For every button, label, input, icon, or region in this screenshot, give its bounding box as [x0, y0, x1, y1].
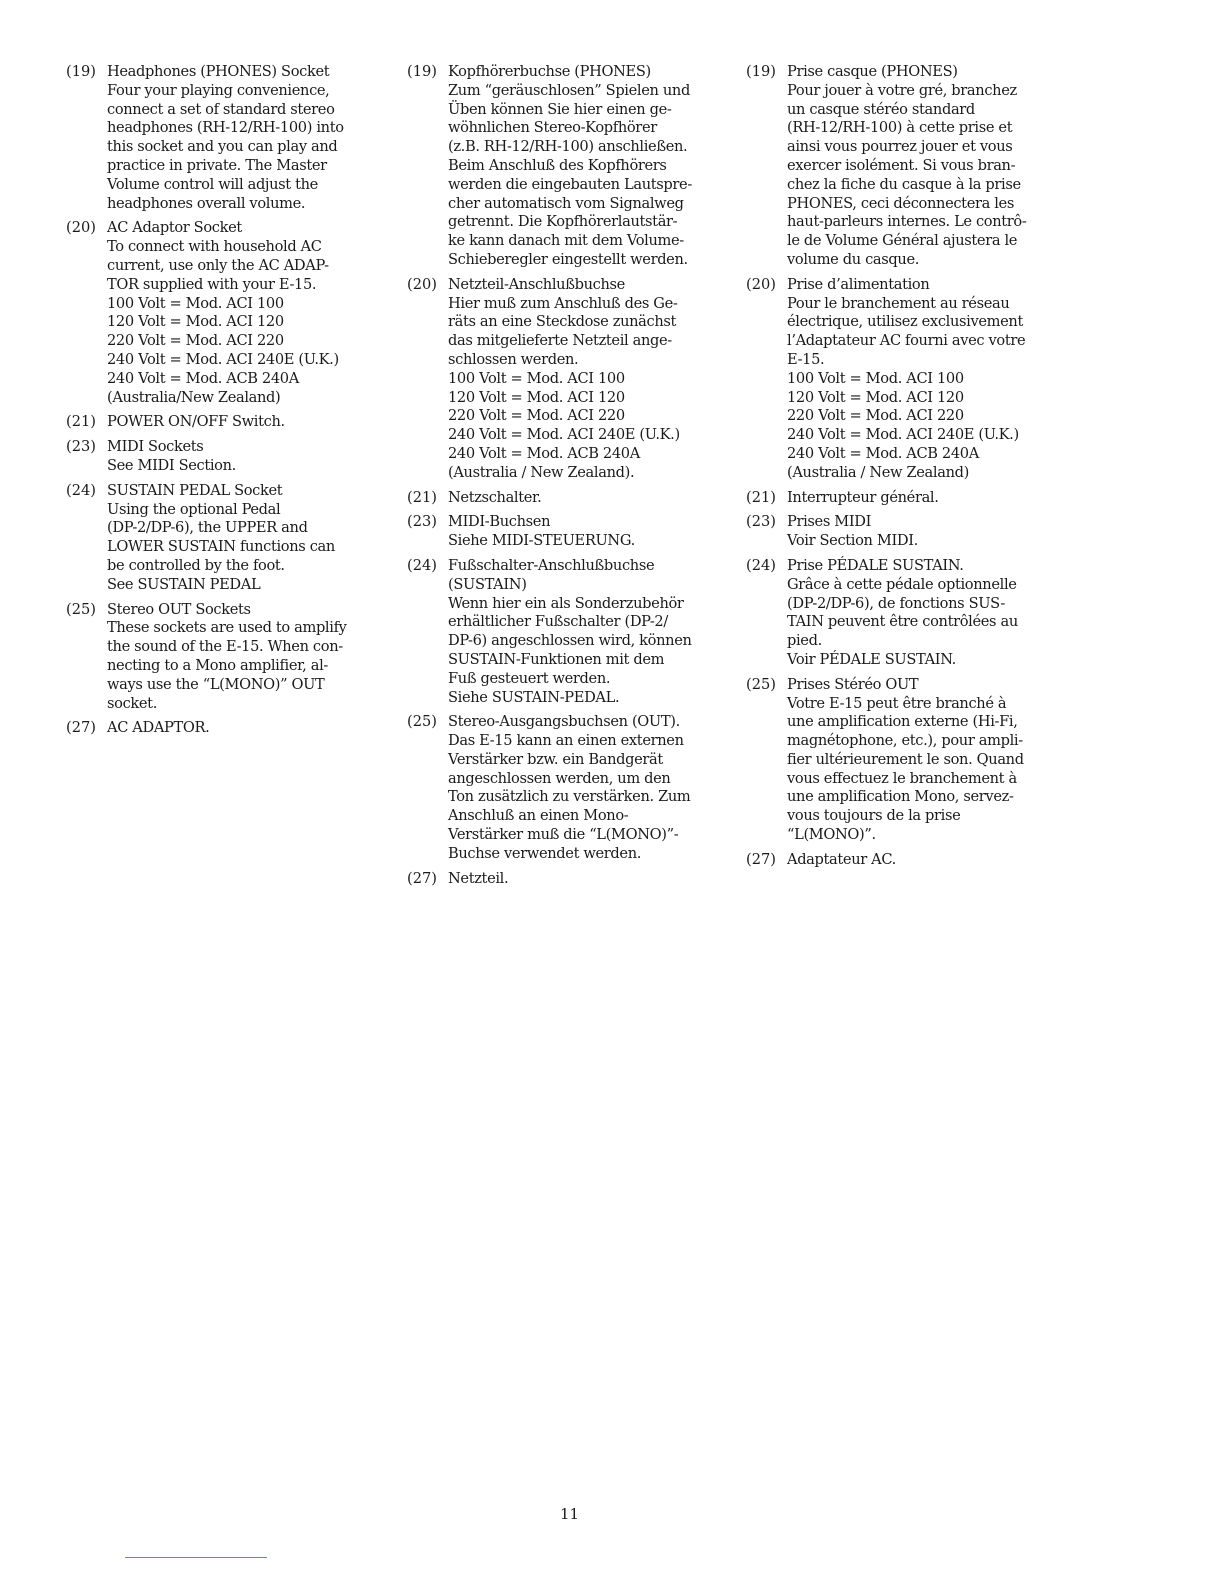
- item-text-line: PHONES, ceci déconnectera les: [787, 194, 1014, 212]
- item-text-line: Siehe MIDI-STEUERUNG.: [448, 532, 635, 550]
- item-text-line: Votre E-15 peut être branché à: [787, 694, 1007, 712]
- page-number: 11: [560, 1505, 580, 1523]
- item-text-line: 100 Volt = Mod. ACI 100: [107, 294, 284, 312]
- item-text-line: (Australia/New Zealand): [107, 388, 281, 406]
- footer-rule: [125, 1557, 267, 1558]
- item-text-line: une amplification externe (Hi-Fi,: [787, 713, 1018, 731]
- item-text-line: Zum “geräuschlosen” Spielen und: [448, 81, 690, 99]
- item-heading: Prise PÉDALE SUSTAIN.: [787, 556, 964, 574]
- item-text-line: angeschlossen werden, um den: [448, 769, 671, 787]
- item-text-line: räts an eine Steckdose zunächst: [448, 313, 677, 331]
- item-heading: Prise casque (PHONES): [787, 63, 958, 80]
- item-text-line: électrique, utilisez exclusivement: [787, 313, 1023, 331]
- item-heading: Netzschalter.: [448, 488, 542, 506]
- item-heading: Prises MIDI: [787, 513, 872, 531]
- item-heading: Prises Stéréo OUT: [787, 675, 919, 693]
- item-heading: Stereo OUT Sockets: [107, 600, 251, 618]
- item-number: (19): [746, 63, 776, 80]
- item-text-line: Hier muß zum Anschluß des Ge-: [448, 294, 678, 312]
- item-number: (24): [407, 556, 437, 574]
- item-number: (23): [407, 513, 437, 531]
- item-heading: MIDI Sockets: [107, 438, 204, 456]
- item-text-line: Buchse verwendet werden.: [448, 844, 642, 862]
- item-text-line: necting to a Mono amplifier, al-: [107, 656, 328, 674]
- item-text-line: be controlled by the foot.: [107, 556, 285, 574]
- item-text-line: das mitgelieferte Netzteil ange-: [448, 332, 672, 350]
- item-text-line: 220 Volt = Mod. ACI 220: [107, 332, 284, 350]
- list-item: [407, 489, 737, 508]
- item-text-line: Voir PÉDALE SUSTAIN.: [787, 650, 956, 668]
- item-text-line: 100 Volt = Mod. ACI 100: [448, 369, 625, 387]
- list-item: [407, 513, 737, 551]
- item-text-line: See SUSTAIN PEDAL: [107, 575, 261, 593]
- item-text-line: 220 Volt = Mod. ACI 220: [448, 407, 625, 425]
- item-text-line: vous toujours de la prise: [787, 807, 961, 825]
- item-text-line: Verstärker bzw. ein Bandgerät: [448, 750, 663, 768]
- item-number: (23): [746, 513, 776, 531]
- list-item: [66, 413, 396, 432]
- item-heading: Adaptateur AC.: [787, 850, 896, 868]
- item-text-line: le de Volume Général ajustera le: [787, 232, 1018, 250]
- column-german: [407, 63, 737, 894]
- item-heading: Kopfhörerbuchse (PHONES): [448, 63, 651, 80]
- list-item: [66, 63, 396, 213]
- column-french: [746, 63, 1076, 876]
- item-text-line: Voir Section MIDI.: [787, 532, 918, 550]
- item-text-line: une amplification Mono, servez-: [787, 788, 1014, 806]
- item-text-line: See MIDI Section.: [107, 456, 236, 474]
- item-text-line: fier ultérieurement le son. Quand: [787, 750, 1024, 768]
- item-text-line: (z.B. RH-12/RH-100) anschließen.: [448, 138, 688, 156]
- item-text-line: 220 Volt = Mod. ACI 220: [787, 407, 964, 425]
- item-text-line: “L(MONO)”.: [787, 826, 876, 844]
- item-text-line: this socket and you can play and: [107, 138, 338, 156]
- item-number: (24): [746, 556, 776, 574]
- item-text-line: 120 Volt = Mod. ACI 120: [787, 388, 964, 406]
- list-item: [407, 276, 737, 483]
- item-text-line: E-15.: [787, 350, 825, 368]
- list-item: [66, 601, 396, 714]
- item-number: (27): [746, 850, 776, 868]
- list-item: [66, 219, 396, 407]
- item-number: (24): [66, 481, 96, 499]
- item-text-line: TOR supplied with your E-15.: [107, 275, 317, 293]
- item-number: (21): [407, 488, 437, 506]
- item-text-line: Siehe SUSTAIN-PEDAL.: [448, 688, 620, 706]
- item-text-line: volume du casque.: [787, 250, 920, 268]
- item-text-line: ke kann danach mit dem Volume-: [448, 232, 684, 250]
- item-text-line: (Australia / New Zealand): [787, 463, 969, 481]
- item-heading: Stereo-Ausgangsbuchsen (OUT).: [448, 713, 680, 731]
- item-number: (27): [66, 719, 96, 737]
- item-heading: AC ADAPTOR.: [107, 719, 210, 737]
- item-text-line: (DP-2/DP-6), the UPPER and: [107, 519, 308, 537]
- item-heading: POWER ON/OFF Switch.: [107, 413, 285, 431]
- list-item: [746, 489, 1076, 508]
- item-text-line: These sockets are used to amplify: [107, 619, 347, 637]
- item-number: (20): [407, 275, 437, 293]
- item-text-line: 120 Volt = Mod. ACI 120: [448, 388, 625, 406]
- list-item: [407, 557, 737, 707]
- item-text-line: Fuß gesteuert werden.: [448, 669, 611, 687]
- item-text-line: the sound of the E-15. When con-: [107, 638, 343, 656]
- item-heading: MIDI-Buchsen: [448, 513, 551, 531]
- item-text-line: Üben können Sie hier einen ge-: [448, 100, 672, 118]
- item-text-line: pied.: [787, 632, 822, 650]
- item-text-line: 240 Volt = Mod. ACI 240E (U.K.): [787, 426, 1019, 444]
- item-text-line: (SUSTAIN): [448, 575, 527, 593]
- list-item: [746, 513, 1076, 551]
- list-item: [746, 557, 1076, 670]
- item-text-line: (RH-12/RH-100) à cette prise et: [787, 119, 1013, 137]
- item-text-line: cher automatisch vom Signalweg: [448, 194, 684, 212]
- item-text-line: 240 Volt = Mod. ACI 240E (U.K.): [107, 350, 339, 368]
- item-text-line: haut-parleurs internes. Le contrô-: [787, 213, 1027, 231]
- list-item: [66, 438, 396, 476]
- item-text-line: l’Adaptateur AC fourni avec votre: [787, 332, 1026, 350]
- item-text-line: magnétophone, etc.), pour ampli-: [787, 732, 1023, 750]
- list-item: [746, 276, 1076, 483]
- item-text-line: Four your playing convenience,: [107, 81, 330, 99]
- item-text-line: Using the optional Pedal: [107, 500, 281, 518]
- item-text-line: Schieberegler eingestellt werden.: [448, 250, 688, 268]
- item-heading: AC Adaptor Socket: [107, 219, 242, 237]
- item-heading: Prise d’alimentation: [787, 275, 930, 293]
- item-text-line: Anschluß an einen Mono-: [448, 807, 629, 825]
- item-text-line: 240 Volt = Mod. ACB 240A: [448, 444, 640, 462]
- item-text-line: werden die eingebauten Lautspre-: [448, 175, 692, 193]
- item-text-line: (Australia / New Zealand).: [448, 463, 635, 481]
- item-number: (27): [407, 869, 437, 887]
- item-text-line: erhältlicher Fußschalter (DP-2/: [448, 613, 668, 631]
- list-item: [746, 63, 1076, 270]
- item-number: (20): [66, 219, 96, 237]
- item-text-line: headphones (RH-12/RH-100) into: [107, 119, 344, 137]
- column-english: [66, 63, 396, 744]
- item-text-line: Volume control will adjust the: [107, 175, 318, 193]
- item-text-line: Wenn hier ein als Sonderzubehör: [448, 594, 684, 612]
- item-text-line: 240 Volt = Mod. ACB 240A: [787, 444, 979, 462]
- item-text-line: vous effectuez le branchement à: [787, 769, 1017, 787]
- item-text-line: (DP-2/DP-6), de fonctions SUS-: [787, 594, 1005, 612]
- item-text-line: un casque stéréo standard: [787, 100, 975, 118]
- item-text-line: Das E-15 kann an einen externen: [448, 732, 684, 750]
- item-text-line: 100 Volt = Mod. ACI 100: [787, 369, 964, 387]
- item-text-line: Verstärker muß die “L(MONO)”-: [448, 826, 679, 844]
- list-item: [407, 63, 737, 270]
- item-text-line: getrennt. Die Kopfhörerlautstär-: [448, 213, 678, 231]
- item-text-line: TAIN peuvent être contrôlées au: [787, 613, 1018, 631]
- item-text-line: practice in private. The Master: [107, 156, 327, 174]
- item-text-line: current, use only the AC ADAP-: [107, 256, 329, 274]
- item-text-line: SUSTAIN-Funktionen mit dem: [448, 650, 665, 668]
- item-text-line: 120 Volt = Mod. ACI 120: [107, 313, 284, 331]
- item-heading: Interrupteur général.: [787, 488, 939, 506]
- item-number: (19): [407, 63, 437, 80]
- item-text-line: ainsi vous pourrez jouer et vous: [787, 138, 1013, 156]
- item-number: (21): [66, 413, 96, 431]
- list-item: [66, 719, 396, 738]
- item-number: (25): [407, 713, 437, 731]
- item-heading: Netzteil-Anschlußbuchse: [448, 275, 625, 293]
- item-heading: Fußschalter-Anschlußbuchse: [448, 556, 655, 574]
- item-text-line: chez la fiche du casque à la prise: [787, 175, 1021, 193]
- item-text-line: DP-6) angeschlossen wird, können: [448, 632, 692, 650]
- item-text-line: schlossen werden.: [448, 350, 579, 368]
- item-number: (19): [66, 63, 96, 80]
- item-text-line: wöhnlichen Stereo-Kopfhörer: [448, 119, 657, 137]
- item-text-line: LOWER SUSTAIN functions can: [107, 538, 335, 556]
- item-text-line: Beim Anschluß des Kopfhörers: [448, 156, 667, 174]
- item-number: (25): [746, 675, 776, 693]
- item-text-line: socket.: [107, 694, 157, 712]
- list-item: [746, 676, 1076, 845]
- item-heading: Headphones (PHONES) Socket: [107, 63, 330, 80]
- list-item: [746, 851, 1076, 870]
- item-number: (25): [66, 600, 96, 618]
- item-text-line: headphones overall volume.: [107, 194, 306, 212]
- item-text-line: Ton zusätzlich zu verstärken. Zum: [448, 788, 691, 806]
- item-text-line: Pour jouer à votre gré, branchez: [787, 81, 1017, 99]
- item-number: (20): [746, 275, 776, 293]
- list-item: [66, 482, 396, 595]
- item-text-line: ways use the “L(MONO)” OUT: [107, 675, 325, 693]
- item-text-line: exercer isolément. Si vous bran-: [787, 156, 1016, 174]
- item-text-line: To connect with household AC: [107, 238, 322, 256]
- item-text-line: Pour le branchement au réseau: [787, 294, 1010, 312]
- item-text-line: Grâce à cette pédale optionnelle: [787, 575, 1017, 593]
- item-heading: SUSTAIN PEDAL Socket: [107, 481, 283, 499]
- item-text-line: 240 Volt = Mod. ACI 240E (U.K.): [448, 426, 680, 444]
- list-item: [407, 870, 737, 889]
- item-text-line: connect a set of standard stereo: [107, 100, 335, 118]
- list-item: [407, 713, 737, 863]
- item-number: (23): [66, 438, 96, 456]
- item-text-line: 240 Volt = Mod. ACB 240A: [107, 369, 299, 387]
- item-number: (21): [746, 488, 776, 506]
- item-heading: Netzteil.: [448, 869, 509, 887]
